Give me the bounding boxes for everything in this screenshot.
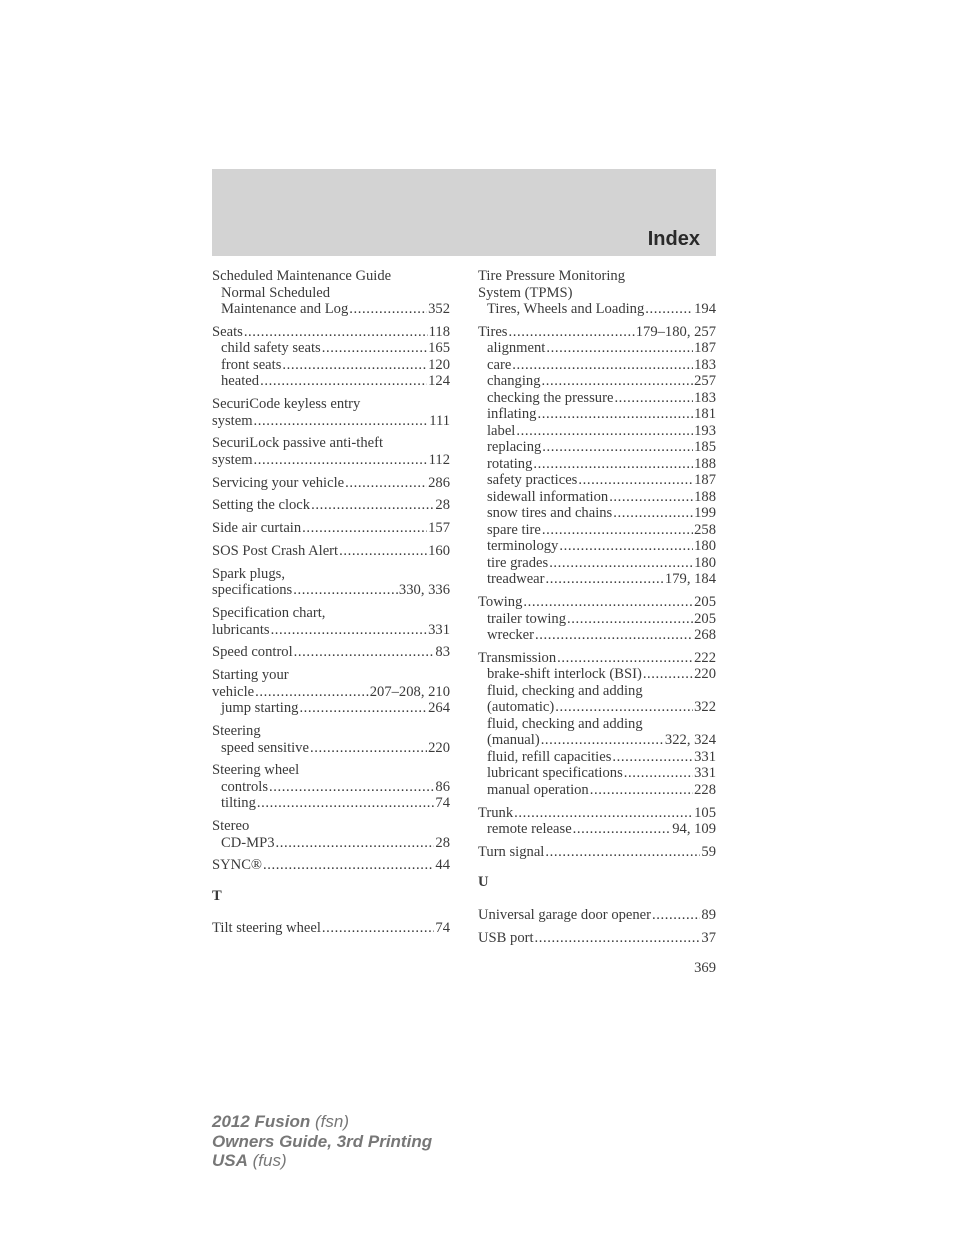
- index-entry: [212, 324, 450, 390]
- index-entry-line: [212, 566, 450, 583]
- entry-text: Servicing your vehicle: [212, 474, 345, 491]
- index-entry-line: [212, 684, 450, 701]
- index-subentry-line: [212, 285, 450, 302]
- index-entry: [212, 396, 450, 429]
- entry-text: heated: [221, 373, 260, 390]
- index-entry-line: [212, 605, 450, 622]
- index-entry-line: [212, 723, 450, 740]
- entry-text: Speed control: [212, 644, 293, 661]
- entry-text: Stereo: [212, 818, 250, 835]
- leader-dots: [545, 844, 700, 861]
- entry-text: SecuriCode keyless entry: [212, 396, 361, 413]
- entry-page: 194: [694, 301, 716, 317]
- index-subentry-line: [478, 732, 716, 749]
- entry-text: replacing: [487, 439, 542, 456]
- index-subentry-line: [478, 456, 716, 473]
- entry-text: alignment: [487, 340, 546, 357]
- index-entry-line: [212, 920, 450, 937]
- footer-region-code: (fus): [252, 1151, 287, 1170]
- index-subentry-line: [478, 423, 716, 440]
- index-subentry-line: [478, 406, 716, 423]
- entry-text: Tires: [478, 323, 508, 340]
- leader-dots: [276, 835, 435, 852]
- entry-page: 220: [428, 739, 450, 756]
- index-entry-line: [212, 622, 450, 639]
- entry-page: 83: [435, 644, 450, 661]
- leader-dots: [590, 782, 693, 799]
- index-subentry-line: [478, 340, 716, 357]
- entry-text: (manual): [487, 732, 540, 749]
- entry-page: 257: [694, 373, 716, 390]
- leader-dots: [549, 555, 693, 572]
- entry-text: Steering: [212, 723, 261, 740]
- entry-page: 205: [694, 594, 716, 611]
- leader-dots: [294, 644, 435, 661]
- entry-page: 331: [694, 748, 716, 765]
- entry-page: 94, 109: [672, 821, 716, 838]
- entry-page: 207–208, 210: [369, 683, 450, 700]
- entry-text: Tire Pressure Monitoring: [478, 268, 626, 284]
- entry-text: SecuriLock passive anti-theft: [212, 435, 384, 452]
- leader-dots: [557, 650, 693, 667]
- index-entry: [478, 805, 716, 838]
- leader-dots: [535, 930, 701, 947]
- index-entry: [212, 605, 450, 638]
- index-header-band: [212, 169, 716, 256]
- leader-dots: [263, 857, 434, 874]
- entry-text: Tires, Wheels and Loading: [487, 301, 645, 317]
- leader-dots: [514, 805, 693, 822]
- index-entry-line: [478, 907, 716, 924]
- index-entry-line: [212, 818, 450, 835]
- entry-page: 112: [428, 451, 450, 468]
- entry-text: tilting: [221, 795, 256, 812]
- index-entry-line: [478, 594, 716, 611]
- leader-dots: [645, 301, 693, 318]
- left-entries: [212, 268, 450, 874]
- entry-text: changing: [487, 373, 541, 390]
- leader-dots: [614, 390, 693, 407]
- entry-text: care: [487, 356, 512, 373]
- index-subentry-line: [478, 821, 716, 838]
- index-entry-line: [212, 667, 450, 684]
- entry-page: 74: [435, 920, 450, 937]
- index-entry: [478, 650, 716, 799]
- leader-dots: [299, 700, 427, 717]
- index-subentry-line: [478, 611, 716, 628]
- index-subentry-line: [478, 716, 716, 733]
- index-subentry-line: [478, 627, 716, 644]
- index-entry-line: [212, 582, 450, 599]
- index-subentry-line: [212, 340, 450, 357]
- leader-dots: [311, 497, 434, 514]
- entry-page: 111: [429, 412, 450, 429]
- index-entry: [212, 543, 450, 560]
- entry-page: 352: [428, 301, 450, 317]
- entry-text: speed sensitive: [221, 739, 309, 756]
- entry-page: 185: [694, 439, 716, 456]
- index-entry-line: [478, 285, 716, 302]
- footer-model-code: (fsn): [315, 1112, 349, 1131]
- leader-dots: [345, 475, 427, 492]
- index-subentry-line: [478, 555, 716, 572]
- index-entry: [212, 857, 450, 874]
- entry-text: remote release: [487, 821, 572, 838]
- entry-text: Scheduled Maintenance Guide: [212, 268, 392, 284]
- entry-page: 268: [694, 627, 716, 644]
- leader-dots: [624, 765, 693, 782]
- entry-page: 160: [428, 543, 450, 560]
- leader-dots: [542, 522, 693, 539]
- entry-text: spare tire: [487, 521, 541, 538]
- entry-text: jump starting: [221, 700, 299, 717]
- entry-page: 187: [694, 472, 716, 489]
- leader-dots: [541, 732, 664, 749]
- entry-page: 286: [428, 474, 450, 491]
- leader-dots: [609, 489, 693, 506]
- index-entry-line: [212, 413, 450, 430]
- entry-text: System (TPMS): [478, 284, 573, 301]
- index-entry: [212, 667, 450, 717]
- entry-page: 331: [428, 621, 450, 638]
- leader-dots: [508, 324, 634, 341]
- entry-page: 37: [701, 929, 716, 946]
- page-title: Index: [647, 228, 700, 250]
- leader-dots: [573, 821, 672, 838]
- index-entry-line: [212, 396, 450, 413]
- leader-dots: [349, 301, 427, 318]
- left-after-entries: [212, 920, 450, 937]
- leader-dots: [546, 340, 693, 357]
- leader-dots: [578, 472, 693, 489]
- entry-text: rotating: [487, 455, 533, 472]
- entry-page: 183: [694, 356, 716, 373]
- entry-page: 199: [694, 505, 716, 522]
- entry-text: SYNC®: [212, 857, 263, 874]
- index-subentry-line: [478, 373, 716, 390]
- leader-dots: [523, 594, 693, 611]
- index-entry-line: [212, 857, 450, 874]
- entry-page: 89: [701, 906, 716, 923]
- index-entry-line: [212, 324, 450, 341]
- index-entry-line: [212, 452, 450, 469]
- footer-region: USA: [212, 1151, 248, 1170]
- entry-text: Side air curtain: [212, 520, 302, 537]
- footer-line-2: [212, 1132, 432, 1152]
- entry-text: trailer towing: [487, 610, 567, 627]
- entry-text: Tilt steering wheel: [212, 920, 321, 937]
- entry-text: Trunk: [478, 804, 514, 821]
- entry-page: 220: [694, 666, 716, 683]
- leader-dots: [613, 505, 693, 522]
- index-entry-line: [212, 520, 450, 537]
- index-entry: [478, 844, 716, 861]
- leader-dots: [559, 538, 693, 555]
- leader-dots: [282, 357, 427, 374]
- footer-model: 2012 Fusion: [212, 1112, 311, 1131]
- index-entry: [212, 723, 450, 756]
- index-entry: [212, 566, 450, 599]
- leader-dots: [310, 740, 427, 757]
- right-after-entries: [478, 907, 716, 946]
- entry-text: snow tires and chains: [487, 505, 613, 522]
- leader-dots: [555, 699, 693, 716]
- index-subentry-line: [478, 538, 716, 555]
- footer-line-1: [212, 1112, 432, 1132]
- entry-page: 205: [694, 610, 716, 627]
- entry-text: wrecker: [487, 627, 534, 644]
- entry-text: tire grades: [487, 554, 549, 571]
- leader-dots: [322, 340, 427, 357]
- entry-text: CD-MP3: [221, 834, 275, 851]
- entry-text: lubricant specifications: [487, 765, 623, 782]
- entry-page: 258: [694, 521, 716, 538]
- index-subentry-line: [478, 666, 716, 683]
- index-subentry-line: [212, 795, 450, 812]
- index-entry: [478, 594, 716, 644]
- index-subentry-line: [478, 390, 716, 407]
- entry-page: 187: [694, 340, 716, 357]
- entry-text: checking the pressure: [487, 389, 614, 406]
- index-entry: [212, 818, 450, 851]
- entry-page: 44: [435, 857, 450, 874]
- entry-text: system: [212, 412, 253, 429]
- index-entry-line: [212, 644, 450, 661]
- index-subentry-line: [212, 740, 450, 757]
- index-entry: [212, 520, 450, 537]
- leader-dots: [322, 920, 435, 937]
- leader-dots: [516, 423, 693, 440]
- leader-dots: [339, 543, 427, 560]
- entry-text: Spark plugs,: [212, 565, 285, 582]
- entry-text: (automatic): [487, 699, 555, 716]
- index-entry-line: [212, 762, 450, 779]
- index-entry: [478, 324, 716, 588]
- leader-dots: [271, 622, 428, 639]
- index-subentry-line: [478, 749, 716, 766]
- index-entry-line: [478, 324, 716, 341]
- entry-page: 28: [435, 497, 450, 514]
- entry-page: 59: [701, 843, 716, 860]
- entry-page: 193: [694, 422, 716, 439]
- entry-text: manual operation: [487, 781, 589, 798]
- index-subentry-line: [478, 489, 716, 506]
- entry-text: specifications: [212, 582, 293, 599]
- entry-text: Seats: [212, 323, 243, 340]
- entry-text: inflating: [487, 406, 537, 423]
- index-subentry-line: [212, 357, 450, 374]
- entry-page: 188: [694, 455, 716, 472]
- index-entry-line: [478, 930, 716, 947]
- index-entry: [478, 907, 716, 924]
- entry-text: Towing: [478, 594, 523, 611]
- index-entry-line: [212, 435, 450, 452]
- entry-text: SOS Post Crash Alert: [212, 543, 339, 560]
- leader-dots: [612, 749, 693, 766]
- entry-text: lubricants: [212, 621, 270, 638]
- entry-text: Specification chart,: [212, 605, 326, 622]
- entry-text: Starting your: [212, 667, 289, 684]
- leader-dots: [542, 373, 694, 390]
- entry-page: 322: [694, 699, 716, 716]
- entry-text: Transmission: [478, 649, 557, 666]
- index-entry-line: [212, 543, 450, 560]
- leader-dots: [254, 413, 429, 430]
- footer-line-3: [212, 1151, 432, 1171]
- entry-text: brake-shift interlock (BSI): [487, 666, 642, 683]
- index-entry: [478, 268, 716, 318]
- leader-dots: [257, 795, 435, 812]
- index-entry: [212, 920, 450, 937]
- index-entry-line: [478, 805, 716, 822]
- entry-page: 228: [694, 781, 716, 798]
- index-subentry-line: [212, 301, 450, 318]
- entry-text: fluid, refill capacities: [487, 748, 612, 765]
- index-subentry-line: [478, 472, 716, 489]
- index-subentry-line: [212, 835, 450, 852]
- entry-page: 181: [694, 406, 716, 423]
- entry-text: Normal Scheduled: [221, 284, 331, 301]
- letter-heading-u: U: [478, 874, 489, 891]
- index-entry: [212, 475, 450, 492]
- entry-page: 105: [694, 804, 716, 821]
- leader-dots: [293, 582, 398, 599]
- index-entry: [212, 435, 450, 468]
- entry-page: 331: [694, 765, 716, 782]
- entry-text: system: [212, 451, 253, 468]
- entry-text: Maintenance and Log: [221, 301, 349, 317]
- leader-dots: [302, 520, 427, 537]
- entry-page: 183: [694, 389, 716, 406]
- entry-text: fluid, checking and adding: [487, 715, 643, 732]
- entry-text: label: [487, 422, 516, 439]
- entry-page: 86: [435, 778, 450, 795]
- leader-dots: [567, 611, 693, 628]
- entry-text: terminology: [487, 538, 559, 555]
- index-subentry-line: [212, 373, 450, 390]
- entry-text: controls: [221, 778, 269, 795]
- entry-text: front seats: [221, 356, 282, 373]
- leader-dots: [255, 684, 369, 701]
- entry-page: 120: [428, 356, 450, 373]
- index-subentry-line: [478, 765, 716, 782]
- entry-text: Turn signal: [478, 843, 545, 860]
- index-entry: [212, 268, 450, 318]
- leader-dots: [535, 627, 693, 644]
- entry-page: 124: [428, 373, 450, 390]
- leader-dots: [254, 452, 428, 469]
- index-subentry-line: [212, 700, 450, 717]
- entry-page: 222: [694, 649, 716, 666]
- index-entry-line: [212, 475, 450, 492]
- leader-dots: [512, 357, 693, 374]
- entry-text: fluid, checking and adding: [487, 682, 643, 699]
- entry-page: 165: [428, 340, 450, 357]
- letter-heading-t: T: [212, 887, 222, 904]
- index-subentry-line: [478, 357, 716, 374]
- index-entry: [478, 930, 716, 947]
- entry-page: 179, 184: [664, 571, 716, 588]
- index-subentry-line: [478, 505, 716, 522]
- entry-page: 157: [428, 520, 450, 537]
- index-subentry-line: [478, 571, 716, 588]
- entry-text: Universal garage door opener: [478, 906, 652, 923]
- index-subentry-line: [478, 782, 716, 799]
- entry-page: 28: [435, 834, 450, 851]
- index-subentry-line: [478, 301, 716, 318]
- leader-dots: [537, 406, 693, 423]
- entry-page: 188: [694, 488, 716, 505]
- leader-dots: [533, 456, 693, 473]
- leader-dots: [244, 324, 428, 341]
- entry-page: 179–180, 257: [635, 323, 716, 340]
- entry-text: treadwear: [487, 571, 545, 588]
- index-entry-line: [478, 844, 716, 861]
- index-subentry-line: [478, 683, 716, 700]
- entry-text: Setting the clock: [212, 497, 311, 514]
- entry-page: 322, 324: [664, 732, 716, 749]
- footer-guide: Owners Guide, 3rd Printing: [212, 1131, 433, 1151]
- index-column-left: [212, 268, 450, 943]
- entry-text: Steering wheel: [212, 762, 300, 779]
- entry-text: child safety seats: [221, 340, 321, 357]
- entry-text: sidewall information: [487, 488, 609, 505]
- leader-dots: [546, 571, 664, 588]
- index-subentry-line: [478, 522, 716, 539]
- entry-page: 74: [435, 795, 450, 812]
- entry-text: safety practices: [487, 472, 578, 489]
- entry-page: 264: [428, 700, 450, 717]
- index-subentry-line: [478, 439, 716, 456]
- entry-page: 180: [694, 554, 716, 571]
- index-subentry-line: [212, 779, 450, 796]
- index-column-right: [478, 268, 716, 953]
- index-entry-line: [212, 268, 450, 285]
- entry-page: 330, 336: [398, 582, 450, 599]
- index-entry: [212, 497, 450, 514]
- index-entry-line: [212, 497, 450, 514]
- entry-page: 118: [428, 323, 450, 340]
- index-entry: [212, 762, 450, 812]
- leader-dots: [652, 907, 700, 924]
- leader-dots: [643, 666, 693, 683]
- page-number: 369: [694, 960, 716, 976]
- entry-text: vehicle: [212, 683, 255, 700]
- index-entry-line: [478, 650, 716, 667]
- entry-text: USB port: [478, 929, 534, 946]
- entry-page: 180: [694, 538, 716, 555]
- leader-dots: [260, 373, 427, 390]
- leader-dots: [269, 779, 434, 796]
- right-entries: [478, 268, 716, 860]
- index-entry: [212, 644, 450, 661]
- footer: [212, 1112, 432, 1171]
- leader-dots: [542, 439, 693, 456]
- index-subentry-line: [478, 699, 716, 716]
- index-entry-line: [478, 268, 716, 285]
